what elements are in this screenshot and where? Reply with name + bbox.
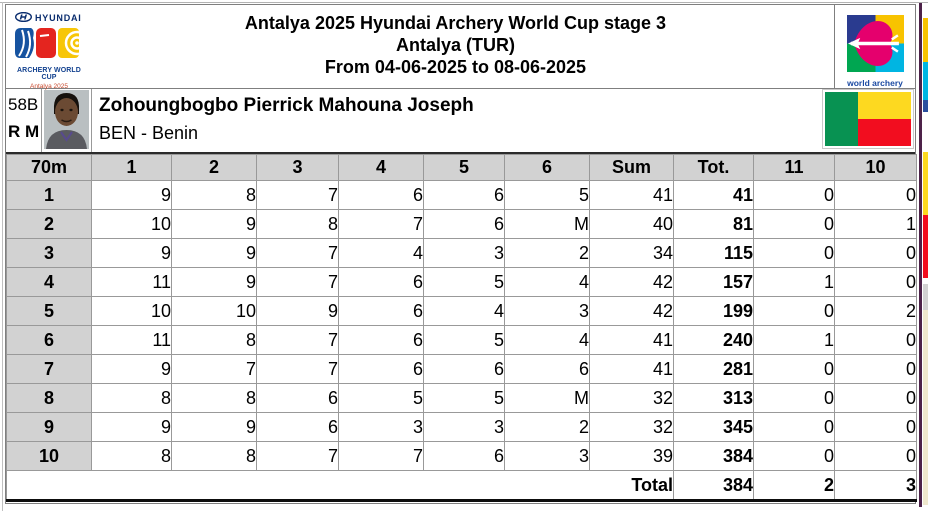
count-11: 0: [754, 297, 835, 326]
score-header-row: [7, 155, 917, 181]
end-number: 8: [7, 384, 92, 413]
end-sum: 34: [590, 239, 674, 268]
bib-cell: [6, 89, 42, 152]
adjacent-page-sliver: [923, 284, 928, 310]
end-number: 1: [7, 181, 92, 210]
count-11: 1: [754, 326, 835, 355]
arrow-score: 6: [257, 413, 339, 442]
total-11s: 2: [754, 471, 835, 501]
end-sum: 40: [590, 210, 674, 239]
world-archery-logo-cell: [834, 5, 915, 88]
count-11: 0: [754, 413, 835, 442]
arrow-score: 8: [172, 384, 257, 413]
arrow-score: 9: [92, 239, 172, 268]
flag-yellow-band: [858, 92, 911, 119]
score-row: [7, 268, 917, 297]
count-10: 0: [835, 181, 917, 210]
count-11: 0: [754, 442, 835, 471]
running-total: 115: [674, 239, 754, 268]
arrow-score: 4: [505, 268, 590, 297]
adjacent-page-sliver: [923, 310, 928, 505]
arrow-score: 6: [424, 210, 505, 239]
column-header-arrow3: 3: [257, 155, 339, 181]
arrow-score: 8: [92, 442, 172, 471]
arrow-score: 3: [505, 442, 590, 471]
arrow-score: 9: [92, 413, 172, 442]
arrow-score: 9: [172, 210, 257, 239]
running-total: 199: [674, 297, 754, 326]
arrow-score: 7: [339, 210, 424, 239]
column-header-sum: Sum: [590, 155, 674, 181]
running-total: 81: [674, 210, 754, 239]
scorecard-header: [6, 5, 915, 89]
arrow-score: 5: [505, 181, 590, 210]
score-row: [7, 297, 917, 326]
adjacent-page-border: [919, 3, 922, 507]
bib-number: 58B: [8, 95, 39, 114]
count-11: 0: [754, 210, 835, 239]
arrow-score: M: [505, 210, 590, 239]
arrow-score: 5: [424, 326, 505, 355]
score-row: [7, 355, 917, 384]
arrow-score: 4: [505, 326, 590, 355]
arrow-score: 7: [257, 268, 339, 297]
count-11: 1: [754, 268, 835, 297]
count-10: 1: [835, 210, 917, 239]
end-number: 6: [7, 326, 92, 355]
flag-red-band: [858, 119, 911, 146]
end-number: 2: [7, 210, 92, 239]
arrow-score: 9: [172, 268, 257, 297]
arrow-score: 7: [257, 181, 339, 210]
event-title-line3: From 04-06-2025 to 08-06-2025: [324, 57, 587, 77]
count-10: 0: [835, 239, 917, 268]
athlete-category: R M: [8, 122, 40, 141]
arrow-score: 7: [257, 355, 339, 384]
count-10: 0: [835, 384, 917, 413]
end-sum: 42: [590, 268, 674, 297]
arrow-score: 6: [339, 355, 424, 384]
end-sum: 39: [590, 442, 674, 471]
column-header-10s: 10: [835, 155, 917, 181]
score-row: [7, 210, 917, 239]
benin-flag-icon: [822, 89, 914, 149]
arrow-score: 6: [424, 442, 505, 471]
end-number: 3: [7, 239, 92, 268]
running-total: 157: [674, 268, 754, 297]
world-archery-logo-icon: [847, 15, 904, 77]
arrow-score: 9: [257, 297, 339, 326]
scorecard: [5, 4, 916, 504]
score-row: [7, 413, 917, 442]
column-header-arrow4: 4: [339, 155, 424, 181]
arrow-score: 9: [172, 239, 257, 268]
count-10: 0: [835, 355, 917, 384]
end-sum: 41: [590, 181, 674, 210]
column-header-distance: 70m: [7, 155, 92, 181]
arrow-score: 6: [257, 384, 339, 413]
arrow-score: 3: [505, 297, 590, 326]
column-header-arrow6: 6: [505, 155, 590, 181]
end-sum: 32: [590, 413, 674, 442]
event-title: [86, 12, 825, 78]
hyundai-brand-label: HYUNDAI: [35, 13, 82, 23]
arrow-score: 9: [92, 355, 172, 384]
athlete-band: [6, 89, 915, 154]
running-total: 240: [674, 326, 754, 355]
athlete-country: BEN - Benin: [99, 123, 199, 143]
end-number: 4: [7, 268, 92, 297]
event-title-line1: Antalya 2025 Hyundai Archery World Cup stage 3: [244, 13, 667, 33]
arrow-score: 3: [424, 239, 505, 268]
count-11: 0: [754, 384, 835, 413]
arrow-score: 3: [339, 413, 424, 442]
arrow-score: 7: [257, 442, 339, 471]
arrow-score: 10: [92, 210, 172, 239]
adjacent-page-sliver: [923, 18, 928, 62]
arrow-score: M: [505, 384, 590, 413]
arrow-score: 8: [257, 210, 339, 239]
score-row: [7, 326, 917, 355]
arrow-score: 4: [339, 239, 424, 268]
event-title-line2: Antalya (TUR): [395, 35, 515, 55]
archery-world-cup-label: ARCHERY WORLD CUP: [17, 67, 81, 81]
arrow-score: 11: [92, 268, 172, 297]
arrow-score: 8: [172, 442, 257, 471]
score-row: [7, 239, 917, 268]
arrow-score: 9: [172, 413, 257, 442]
page-left-edge: [2, 2, 3, 511]
arrow-score: 11: [92, 326, 172, 355]
column-header-arrow1: 1: [92, 155, 172, 181]
adjacent-page-sliver: [923, 215, 928, 278]
end-sum: 41: [590, 326, 674, 355]
column-header-arrow5: 5: [424, 155, 505, 181]
score-rows: [7, 181, 917, 471]
arrow-score: 6: [505, 355, 590, 384]
adjacent-page-sliver: [923, 100, 928, 112]
arrow-score: 8: [92, 384, 172, 413]
arrow-score: 7: [172, 355, 257, 384]
end-number: 10: [7, 442, 92, 471]
column-header-total: Tot.: [674, 155, 754, 181]
hyundai-mark-icon: [15, 9, 32, 27]
arrow-score: 6: [339, 326, 424, 355]
arrow-score: 5: [339, 384, 424, 413]
end-number: 7: [7, 355, 92, 384]
page-top-edge: [0, 2, 928, 3]
score-row: [7, 384, 917, 413]
arrow-score: 6: [424, 181, 505, 210]
running-total: 345: [674, 413, 754, 442]
running-total: 313: [674, 384, 754, 413]
athlete-photo: [42, 89, 92, 152]
score-table: [6, 154, 917, 502]
arrow-score: 6: [339, 297, 424, 326]
count-11: 0: [754, 355, 835, 384]
grand-total: 384: [674, 471, 754, 501]
running-total: 384: [674, 442, 754, 471]
score-row: [7, 181, 917, 210]
count-10: 0: [835, 413, 917, 442]
column-header-arrow2: 2: [172, 155, 257, 181]
adjacent-page-sliver: [923, 62, 928, 100]
column-header-11s: 11: [754, 155, 835, 181]
score-row: [7, 442, 917, 471]
adjacent-page-sliver: [923, 152, 928, 215]
total-10s: 3: [835, 471, 917, 501]
end-sum: 32: [590, 384, 674, 413]
arrow-score: 6: [424, 355, 505, 384]
count-10: 2: [835, 297, 917, 326]
arrow-score: 6: [339, 181, 424, 210]
count-10: 0: [835, 442, 917, 471]
running-total: 281: [674, 355, 754, 384]
arrow-score: 2: [505, 239, 590, 268]
count-11: 0: [754, 181, 835, 210]
event-edition-label: Antalya 2025: [30, 83, 68, 90]
end-sum: 41: [590, 355, 674, 384]
running-total: 41: [674, 181, 754, 210]
arrow-score: 7: [339, 442, 424, 471]
count-10: 0: [835, 268, 917, 297]
athlete-name: Zohoungbogbo Pierrick Mahouna Joseph: [99, 95, 474, 116]
arrow-score: 2: [505, 413, 590, 442]
arrow-score: 5: [424, 268, 505, 297]
end-sum: 42: [590, 297, 674, 326]
arrow-score: 8: [172, 181, 257, 210]
count-10: 0: [835, 326, 917, 355]
total-row: [7, 471, 917, 501]
arrow-score: 10: [92, 297, 172, 326]
count-11: 0: [754, 239, 835, 268]
total-label: Total: [7, 471, 674, 501]
end-number: 9: [7, 413, 92, 442]
arrow-score: 6: [339, 268, 424, 297]
arrow-score: 7: [257, 326, 339, 355]
arrow-score: 4: [424, 297, 505, 326]
end-number: 5: [7, 297, 92, 326]
arrow-score: 3: [424, 413, 505, 442]
arrow-score: 8: [172, 326, 257, 355]
arrow-score: 7: [257, 239, 339, 268]
arrow-score: 10: [172, 297, 257, 326]
arrow-score: 9: [92, 181, 172, 210]
arrow-score: 5: [424, 384, 505, 413]
flag-green-band: [825, 92, 858, 146]
world-archery-label: world archery: [847, 78, 903, 88]
